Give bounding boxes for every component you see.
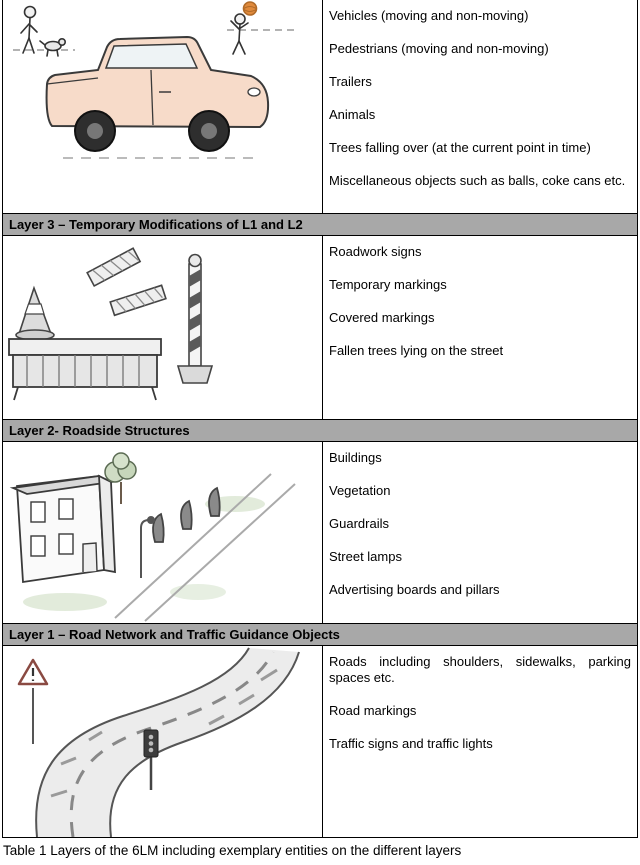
pickup-truck-sketch (47, 37, 269, 158)
building-sketch (13, 476, 115, 582)
list-item: Street lamps (329, 549, 402, 564)
striped-pole-sketch (178, 255, 212, 384)
layer3-items (323, 236, 637, 419)
roadwork-barrier-sketch (9, 339, 161, 400)
list-item: Trees falling over (at the current point in time) (329, 140, 591, 155)
tilted-signs-sketch (87, 248, 166, 315)
list-item: Pedestrians (moving and non-moving) (329, 41, 549, 56)
list-item: Roadwork signs (329, 244, 422, 259)
list-item: Vegetation (329, 483, 391, 498)
layer1-items (323, 646, 637, 837)
road-surface-sketch (36, 648, 299, 837)
layer1-header-row (3, 624, 637, 646)
list-item: Animals (329, 107, 376, 122)
layer2-row (3, 442, 637, 624)
roadworks-illustration (3, 236, 323, 419)
layer2-header-label: Layer 2- Roadside Structures (9, 423, 190, 438)
list-item: Advertising boards and pillars (329, 582, 500, 597)
layer1-header-label: Layer 1 – Road Network and Traffic Guidance Objects (9, 627, 340, 642)
list-item: Covered markings (329, 310, 435, 325)
list-item: Trailers (329, 74, 372, 89)
layer1-sketch-cell (3, 646, 323, 837)
vehicles-pedestrians-illustration (3, 0, 323, 213)
child-with-ball-sketch (231, 2, 257, 54)
list-item: Roads including shoulders, sidewalks, parking spaces etc. (329, 654, 631, 685)
list-item: Road markings (329, 703, 417, 718)
layer2-sketch-cell (3, 442, 323, 623)
road-network-illustration (3, 646, 323, 837)
list-item: Miscellaneous objects such as balls, coke cans etc. (329, 173, 626, 188)
layer3-header-label: Layer 3 – Temporary Modifications of L1 and L2 (9, 217, 303, 232)
list-item: Fallen trees lying on the street (329, 343, 504, 358)
layer2-items (323, 442, 637, 623)
list-item: Buildings (329, 450, 382, 465)
layer3-row (3, 236, 637, 420)
layer1-row (3, 646, 637, 838)
dynamic-objects-row (3, 0, 637, 214)
layer2-header-row (3, 420, 637, 442)
street-lamp-sketch (141, 517, 154, 578)
table-caption: Table 1 Layers of the 6LM including exemplary entities on the different layers (3, 843, 462, 858)
list-item: Guardrails (329, 516, 389, 531)
pedestrian-with-dog-sketch (21, 7, 65, 57)
roadside-structures-illustration (3, 442, 323, 623)
dynamic-objects-sketch-cell (3, 0, 323, 213)
list-item: Traffic signs and traffic lights (329, 736, 493, 751)
layer3-header-row (3, 214, 637, 236)
traffic-cone-sketch (16, 288, 54, 340)
guardrail-posts-sketch (153, 488, 220, 542)
list-item: Temporary markings (329, 277, 447, 292)
list-item: Vehicles (moving and non-moving) (329, 8, 529, 23)
warning-sign-sketch (19, 660, 47, 744)
layers-table (2, 0, 638, 838)
layer3-sketch-cell (3, 236, 323, 419)
dynamic-objects-items (323, 0, 637, 213)
